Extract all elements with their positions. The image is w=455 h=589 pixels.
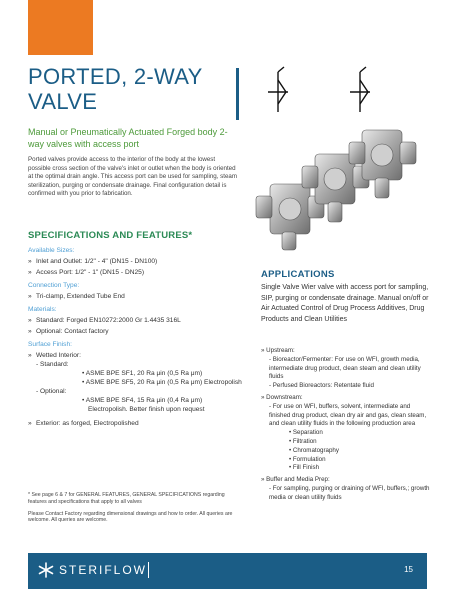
footnote-contact: Please Contact Factory regarding dimensional drawings and how to order. All queries are welcome. All queries are welcome. [28,510,233,524]
spec-subitem: Electropolish. Better finish upon request [88,406,205,413]
brand-name: STERIFLOW [59,563,148,577]
applications-list [261,347,433,503]
app-subitem: • Chromatography [289,446,339,454]
brand-separator [148,562,149,578]
intro-paragraph: Ported valves provide access to the interior of the body at the lowest possible cross section of the valve's inlet or outlet when the body is oriented at the optimal drain angle. This access port can be used for sampling, steam sterilization, purging or condensate drainage. Final configuration detail is confirmed with you prior to fabrication. [28,156,237,197]
steriflow-logo-icon [38,562,54,578]
app-subitem: • Fill Finish [289,464,320,472]
footer-bar [28,553,427,589]
app-item: » Downstream: [261,393,303,401]
app-subitem: - Perfused Bioreactors: Retentate fluid [269,382,374,390]
finish-label: Surface Finish: [28,341,72,348]
footnote-general: * See page 6 & 7 for GENERAL FEATURES, GENERAL SPECIFICATIONS regarding features and specifications that apply to all valves [28,492,225,505]
valve-symbol-right [350,67,370,112]
app-subitem: - Bioreactor/Fermenter: For use on WFI, growth media, intermediate drug product, clean steam and clean utility fluids [269,355,421,381]
spec-item: » Wetted Interior: [28,352,81,359]
app-subitem: • Separation [289,429,323,437]
applications-intro: Single Valve Wier valve with access port for sampling, SIP, purging or condensate drainage. Manual on/off or Air Actuated Control of Drug Process Additives, Drug Products and Clean Utilities [261,284,429,323]
divider-bar [236,68,239,120]
spec-item: » Exterior: as forged, Electropolished [28,420,139,427]
materials-label: Materials: [28,306,57,313]
page-number: 15 [404,565,413,574]
spec-subitem: • ASME BPE SF1, 20 Ra μin (0,5 Ra μm) [82,370,203,377]
connection-label: Connection Type: [28,282,80,289]
spec-item: » Access Port: 1/2" - 1" (DN15 - DN25) [28,269,145,276]
spec-subitem: - Optional: [36,388,67,395]
footnote [28,492,240,524]
subtitle: Manual or Pneumatically Actuated Forged body 2-way valves with access port [28,127,228,149]
app-item: » Upstream: [261,347,295,354]
specifications-heading: SPECIFICATIONS AND FEATURES* [28,230,193,241]
valve-symbol-left [268,67,288,112]
sizes-label: Available Sizes: [28,247,75,254]
page-title: PORTED, 2-WAY VALVE [28,64,203,114]
valve-front [256,184,324,250]
spec-subitem: - Standard: [36,361,69,368]
spec-subitem: • ASME BPE SF4, 15 Ra μin (0,4 Ra μm) [82,397,203,404]
app-subitem: • Formulation [289,455,326,463]
spec-item: » Inlet and Outlet: 1/2" - 4" (DN15 - DN100) [28,258,158,265]
valve-symbols-diagram [258,62,408,122]
app-subitem: • Filtration [289,437,317,445]
app-subitem: - For use on WFI, buffers, solvent, intermediate and finished drug product, clean dry air and gas, clean steam, and clean utility fluids in the following production area [269,402,427,428]
spec-item: » Optional: Contact factory [28,328,109,335]
spec-item: » Tri-clamp, Extended Tube End [28,293,125,300]
spec-subitem: • ASME BPE SF5, 20 Ra μin (0,5 Ra μm) Electropolish [82,379,242,386]
app-item: » Buffer and Media Prep: [261,476,330,484]
app-subitem: - For sampling, purging or draining of WFI, buffers,; growth media or clean utility fluids [269,484,430,501]
valve-product-photo [250,124,435,264]
orange-accent-block [28,0,93,55]
specifications-list [28,242,248,428]
spec-item: » Standard: Forged EN10272:2000 Gr 1.4435 316L [28,317,181,324]
applications-heading: APPLICATIONS [261,269,335,280]
